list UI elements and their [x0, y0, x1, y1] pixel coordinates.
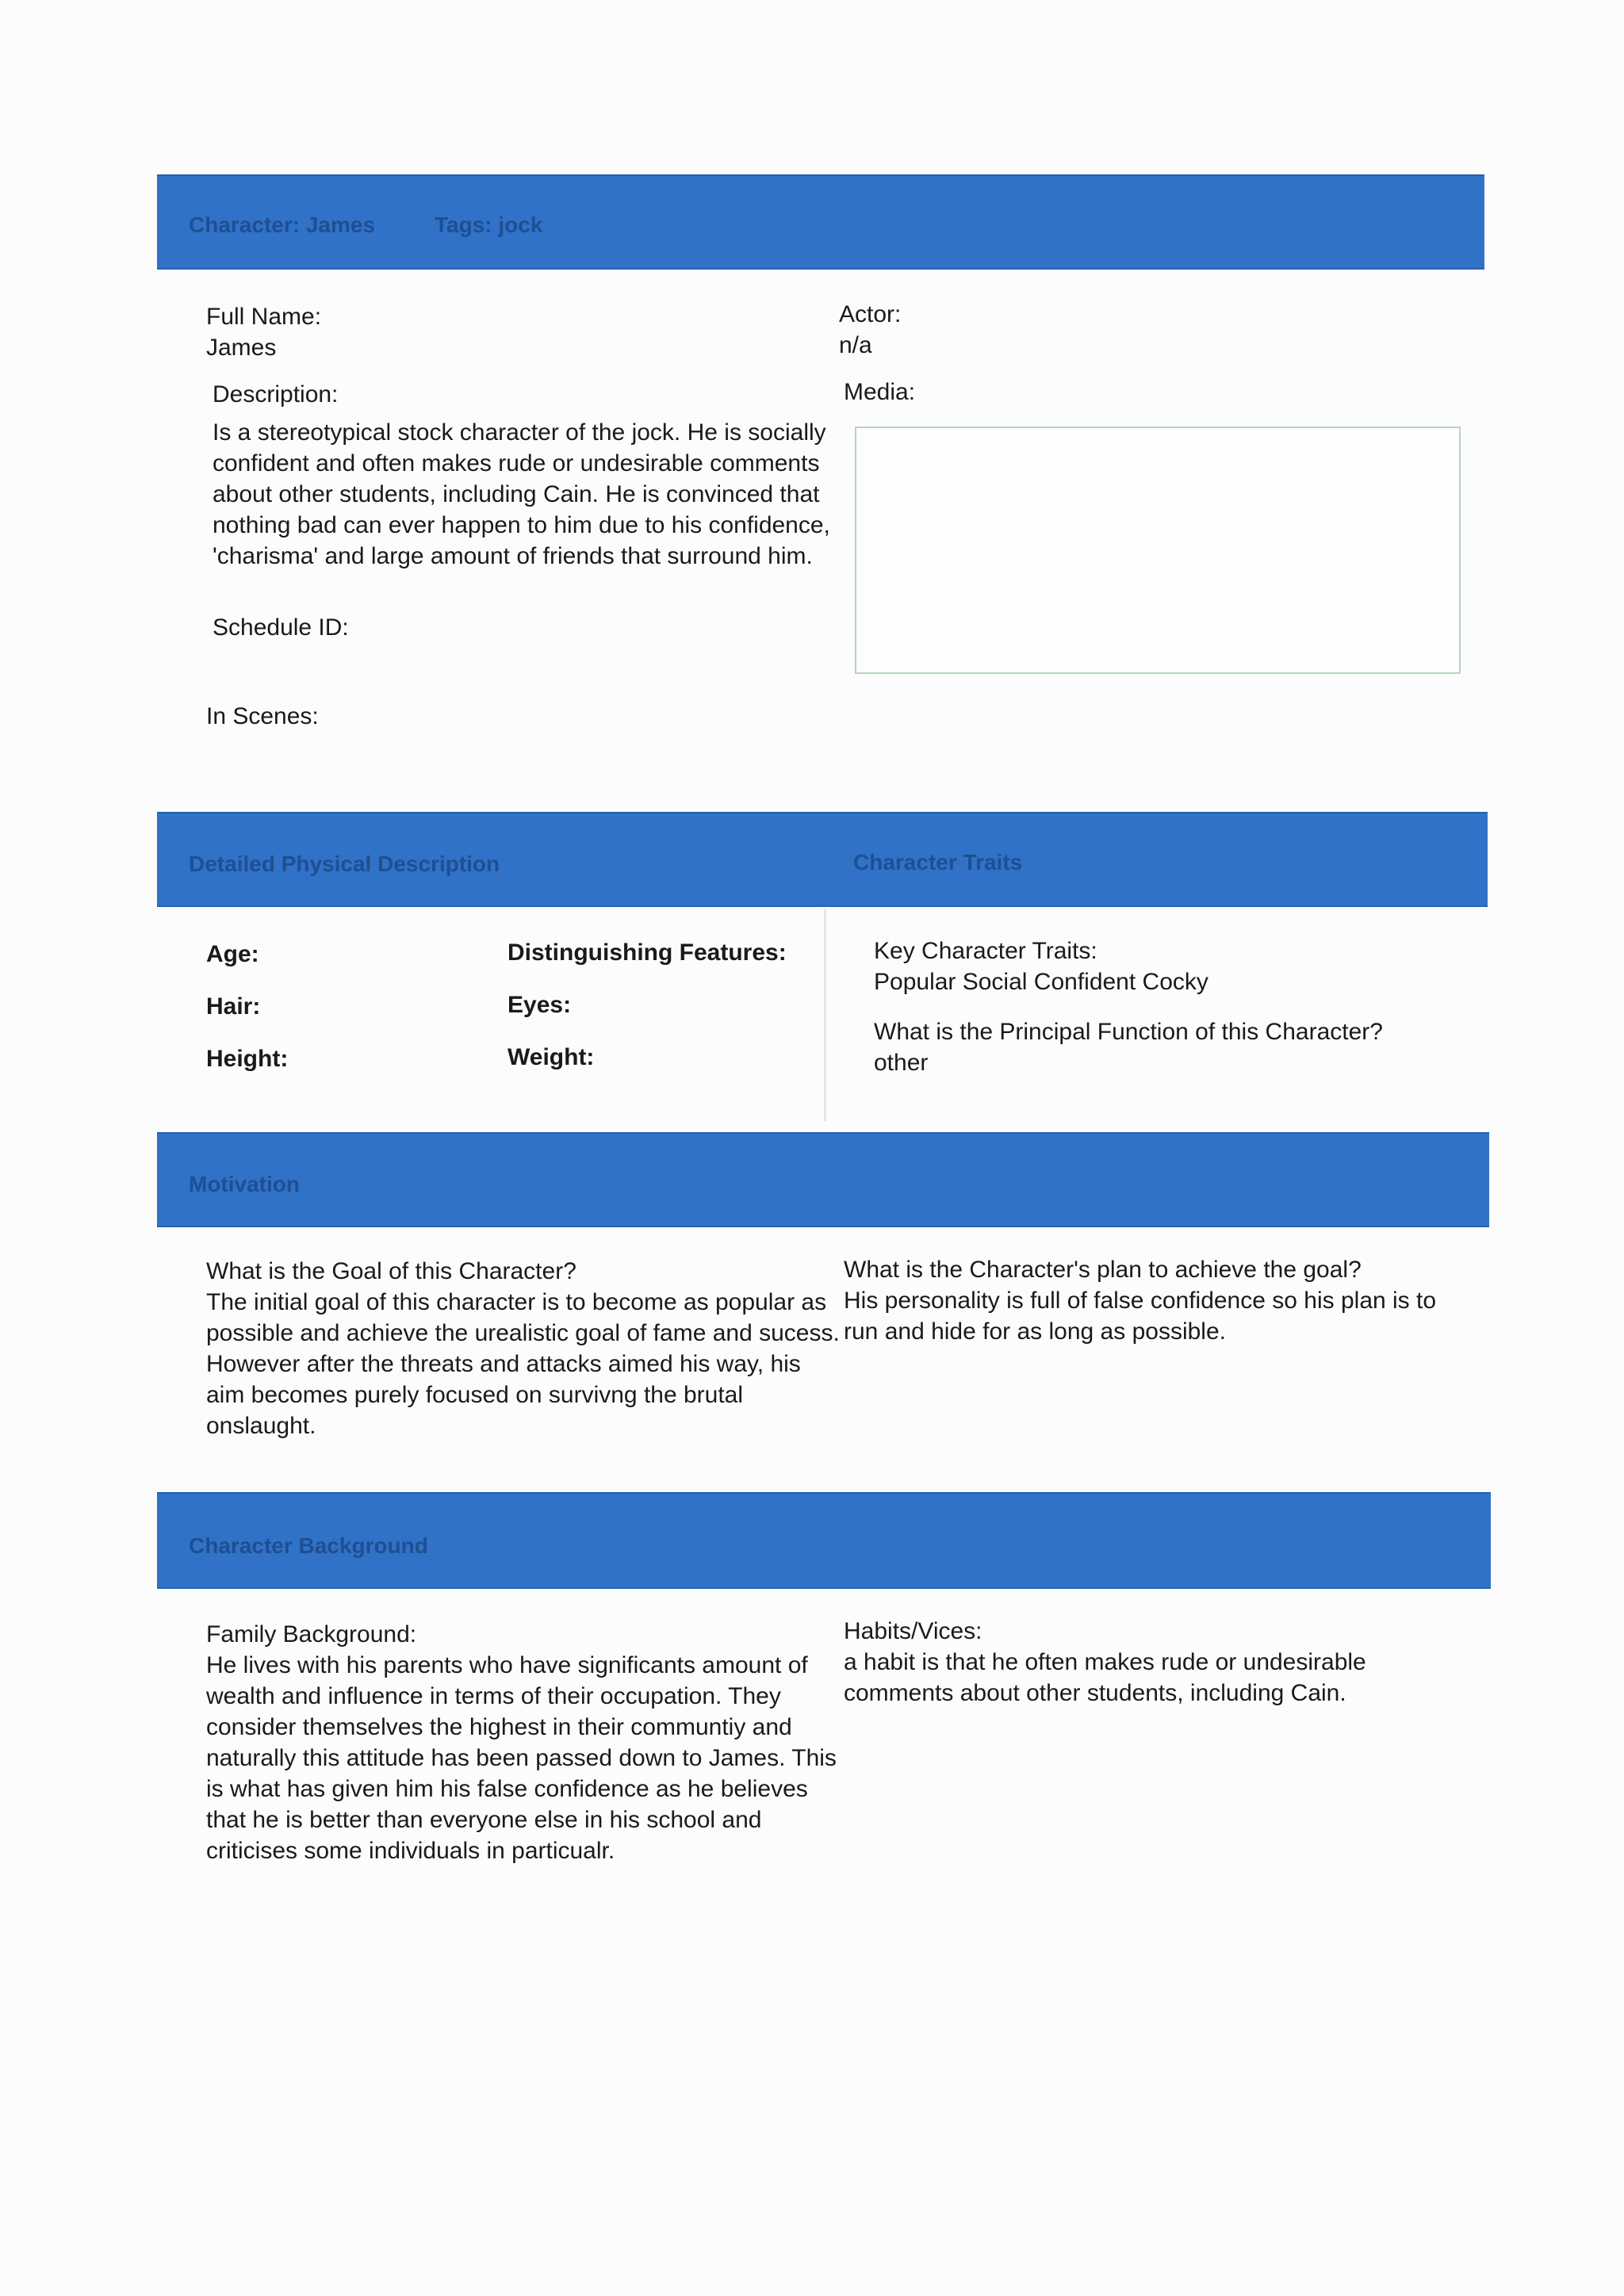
actor-label: Actor: — [839, 301, 902, 327]
physical-section-title: Detailed Physical Description — [189, 851, 500, 876]
description-label: Description: — [213, 381, 339, 408]
full-name-label: Full Name: — [206, 304, 322, 330]
physical-traits-banner — [157, 812, 1488, 907]
full-name-value: James — [206, 335, 277, 361]
goal-text: The initial goal of this character is to become as popular as possible and achieve the urealistic goal of fame and sucess. However after the threats and attacks aimed his way, his aim becomes purely focused on survivng the brutal onslaught. — [206, 1289, 840, 1439]
key-traits-value: Popular Social Confident Cocky — [874, 969, 1208, 995]
schedule-id-label: Schedule ID: — [213, 614, 349, 641]
header-banner — [157, 174, 1484, 270]
tags-heading: Tags: jock — [435, 212, 543, 237]
background-section-title: Character Background — [189, 1533, 428, 1558]
family-background-text: He lives with his parents who have significants amount of wealth and influence in terms of their occupation. They consider themselves the highest in their communtiy and naturally this attitude has been passed down to James. This is what has given him his false confidence as he believes that he is better than everyone else in his school and criticises some individuals in particualr. — [206, 1652, 837, 1864]
height-label: Height: — [206, 1046, 289, 1072]
in-scenes-label: In Scenes: — [206, 703, 319, 729]
character-name-heading: Character: James — [189, 212, 376, 237]
traits-section-title: Character Traits — [853, 850, 1023, 874]
habits-vices-label: Habits/Vices: — [844, 1618, 982, 1644]
section-divider — [824, 909, 826, 1121]
motivation-section-title: Motivation — [189, 1172, 300, 1196]
age-label: Age: — [206, 941, 259, 967]
goal-label: What is the Goal of this Character? — [206, 1258, 576, 1284]
key-traits-label: Key Character Traits: — [874, 938, 1097, 964]
motivation-banner — [157, 1132, 1489, 1227]
principal-function-value: other — [874, 1050, 929, 1076]
description-text: Is a stereotypical stock character of the jock. He is socially confident and often makes rude or undesirable comments about other students, including Cain. He is convinced that nothing bad can ever happen to him due to his confidence, 'charisma' and large amount of friends that surround him. — [213, 419, 830, 569]
principal-function-label: What is the Principal Function of this Character? — [874, 1019, 1383, 1045]
media-frame — [855, 427, 1461, 674]
weight-label: Weight: — [508, 1044, 595, 1070]
habits-vices-text: a habit is that he often makes rude or undesirable comments about other students, including Cain. — [844, 1649, 1366, 1706]
family-background-label: Family Background: — [206, 1621, 417, 1647]
hair-label: Hair: — [206, 993, 261, 1020]
media-label: Media: — [844, 379, 916, 405]
actor-value: n/a — [839, 332, 872, 358]
background-banner — [157, 1492, 1491, 1589]
distinguishing-features-label: Distinguishing Features: — [508, 939, 787, 966]
plan-label: What is the Character's plan to achieve the goal? — [844, 1257, 1362, 1283]
eyes-label: Eyes: — [508, 992, 572, 1018]
plan-text: His personality is full of false confidence so his plan is to run and hide for as long as possible. — [844, 1288, 1437, 1345]
